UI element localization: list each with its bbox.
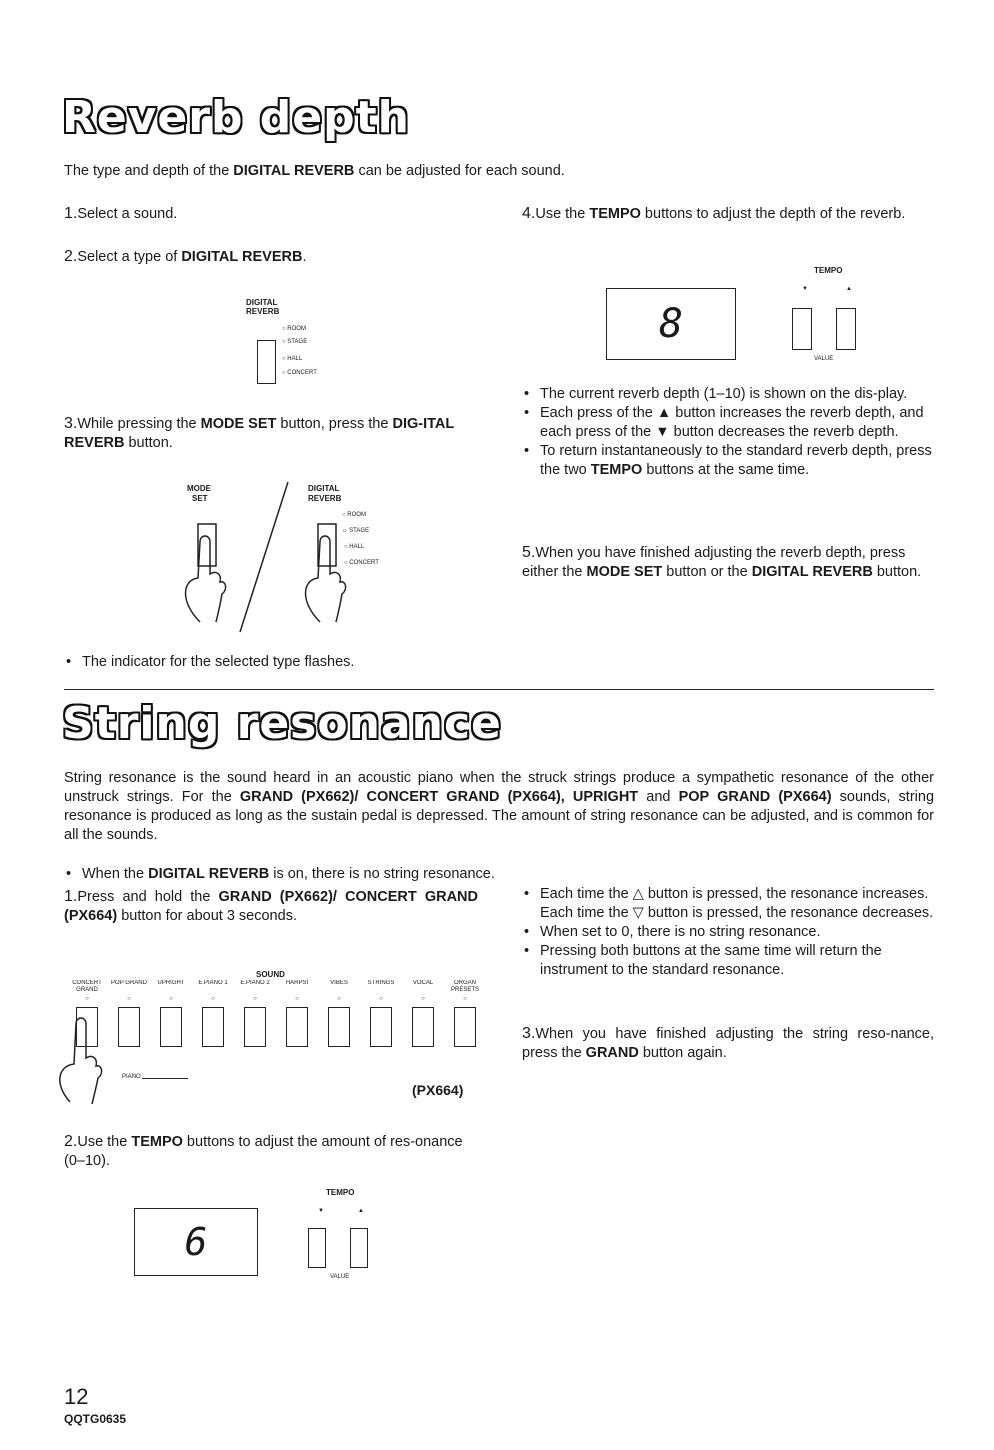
reverb-button-figure xyxy=(244,298,344,388)
string-step-2: 2.Use the TEMPO buttons to adjust the amount of res-onance (0–10). xyxy=(64,1133,463,1169)
model-label: (PX664) xyxy=(412,1082,464,1098)
sound-button-vibes[interactable] xyxy=(320,980,358,1047)
sound-button-label: HARPSI xyxy=(285,980,309,986)
reverb-fig2-room: ○ ROOM xyxy=(342,512,366,518)
led-indicator-icon: ○ xyxy=(337,996,341,1002)
sound-button-body[interactable] xyxy=(454,1007,476,1047)
page-number: 12 xyxy=(64,1384,89,1409)
hands-illustration xyxy=(170,482,400,647)
sound-button-label: ORGAN PRESETS xyxy=(450,980,479,993)
sound-button-label: VIBES xyxy=(330,980,348,986)
resonance-digit: 6 xyxy=(184,1220,208,1264)
led-indicator-icon: ○ xyxy=(463,996,467,1002)
string-intro-bullet: • When the DIGITAL REVERB is on, there is no string resonance. xyxy=(64,865,994,884)
string-step-1: 1.Press and hold the GRAND (PX662)/ CONCERT GRAND (PX664) button for about 3 seconds. xyxy=(64,888,478,924)
reverb-fig2-label-1: DIGITAL xyxy=(308,484,340,493)
sound-button-label: CONCERT GRAND xyxy=(72,980,102,993)
sound-button-body[interactable] xyxy=(328,1007,350,1047)
reverb-step-4: 4.Use the TEMPO buttons to adjust the depth of the reverb. xyxy=(522,205,906,222)
reverb-bullets xyxy=(522,385,934,480)
digital-reverb-button[interactable] xyxy=(257,340,276,384)
piano-label: PIANO xyxy=(122,1074,141,1080)
string-tempo-down-arrow-icon: ▼ xyxy=(318,1208,324,1214)
string-tempo-up-button[interactable] xyxy=(350,1228,368,1268)
piano-bracket-line xyxy=(142,1078,188,1079)
sound-button-label: UPRIGHT xyxy=(157,980,185,986)
mode-set-button-shape xyxy=(198,524,216,566)
reverb-bullet-flash: • The indicator for the selected type flashes. xyxy=(64,653,994,672)
reverb-fig-label-1: DIGITAL xyxy=(246,298,278,307)
tempo-up-button[interactable] xyxy=(836,308,856,350)
sound-button-vocal[interactable] xyxy=(404,980,442,1047)
reverb-fig-label-2: REVERB xyxy=(246,307,280,316)
sound-button-upright[interactable] xyxy=(152,980,190,1047)
doc-code: QQTG0635 xyxy=(64,1412,127,1426)
led-indicator-icon: ○ xyxy=(85,996,89,1002)
sound-button-body[interactable] xyxy=(160,1007,182,1047)
string-bullets xyxy=(522,885,934,980)
reverb-fig2-hall: ○ HALL xyxy=(344,544,365,550)
reverb-option-room: ○ ROOM xyxy=(282,326,306,332)
set-label: SET xyxy=(192,494,208,503)
sound-button-e-piano-1[interactable] xyxy=(194,980,232,1047)
sound-button-body[interactable] xyxy=(118,1007,140,1047)
tempo-up-arrow-icon: ▲ xyxy=(846,286,852,292)
led-indicator-icon: ○ xyxy=(295,996,299,1002)
reverb-option-concert: ○ CONCERT xyxy=(282,370,317,376)
led-indicator-icon: ○ xyxy=(169,996,173,1002)
reverb-fig2-concert: ○ CONCERT xyxy=(344,560,379,566)
sound-label: SOUND xyxy=(256,970,285,979)
sound-button-e-piano-2[interactable] xyxy=(236,980,274,1047)
string-bullet-3: • Pressing both buttons at the same time will return the instrument to the standard resonance. xyxy=(522,942,934,980)
resonance-display xyxy=(134,1208,258,1276)
sound-button-body[interactable] xyxy=(202,1007,224,1047)
string-bullet-1: • Each time the △ button is pressed, the resonance increases. Each time the ▽ button is pressed, the resonance decreases. xyxy=(522,885,934,923)
led-indicator-icon: ○ xyxy=(421,996,425,1002)
reverb-bullet-1: • The current reverb depth (1–10) is shown on the dis-play. xyxy=(522,385,934,404)
reverb-button-shape xyxy=(318,524,336,566)
sound-button-row xyxy=(64,980,484,1050)
led-indicator-icon: ○ xyxy=(211,996,215,1002)
mode-label: MODE xyxy=(187,484,211,493)
reverb-option-stage: ○ STAGE xyxy=(282,339,308,345)
hand-left-icon xyxy=(186,536,226,622)
sound-button-harpsi[interactable] xyxy=(278,980,316,1047)
mode-set-reverb-figure xyxy=(170,482,400,647)
reverb-bullet-2: • Each press of the ▲ button increases the reverb depth, and each press of the ▼ button decreases the reverb depth. xyxy=(522,404,934,442)
string-tempo-figure xyxy=(132,1184,412,1294)
reverb-step-2: 2.Select a type of DIGITAL REVERB. xyxy=(64,248,307,265)
string-title: String resonance xyxy=(62,698,502,749)
sound-buttons-figure xyxy=(64,966,484,1106)
string-tempo-down-button[interactable] xyxy=(308,1228,326,1268)
reverb-option-hall: ○ HALL xyxy=(282,356,303,362)
sound-button-label: E.PIANO 1 xyxy=(198,980,228,986)
tempo-down-button[interactable] xyxy=(792,308,812,350)
string-bullet-2: • When set to 0, there is no string resonance. xyxy=(522,923,934,942)
reverb-depth-display xyxy=(606,288,736,360)
string-intro: String resonance is the sound heard in an acoustic piano when the struck strings produce a sympathetic resonance of the other unstruck strings. For the GRAND (PX662)/ CONCERT GRAND (PX664), UPRIGHT and POP GRAND (PX664) sounds, string resonance is produced as long as the sustain pedal is depressed. The amount of string resonance can be adjusted, and is common for all the sounds. xyxy=(64,770,935,843)
sound-button-label: POP GRAND xyxy=(111,980,147,986)
led-indicator-icon: ○ xyxy=(127,996,131,1002)
sound-button-body[interactable] xyxy=(286,1007,308,1047)
tempo-down-arrow-icon: ▼ xyxy=(802,286,808,292)
reverb-fig2-label-2: REVERB xyxy=(308,494,342,503)
string-tempo-up-arrow-icon: ▲ xyxy=(358,1208,364,1214)
reverb-depth-digit: 8 xyxy=(658,301,684,347)
sound-button-body[interactable] xyxy=(370,1007,392,1047)
sound-button-label: E.PIANO 2 xyxy=(240,980,270,986)
reverb-fig2-stage: ☼ STAGE xyxy=(342,528,370,534)
led-indicator-icon: ○ xyxy=(379,996,383,1002)
sound-button-organ-presets[interactable] xyxy=(446,980,484,1047)
sound-button-label: STRINGS xyxy=(367,980,395,986)
hand-right-icon xyxy=(306,536,346,622)
reverb-step-5: 5.When you have finished adjusting the reverb depth, press either the MODE SET button or the DIGITAL REVERB button. xyxy=(522,544,922,580)
reverb-step-1: 1.Select a sound. xyxy=(64,205,178,222)
slash-divider xyxy=(240,482,288,632)
string-value-label: VALUE xyxy=(330,1274,350,1280)
hand-press-icon xyxy=(58,1006,118,1106)
sound-button-body[interactable] xyxy=(412,1007,434,1047)
sound-button-label: VOCAL xyxy=(412,980,434,986)
string-step-3: 3.When you have finished adjusting the string reso-nance, press the GRAND button again. xyxy=(522,1025,934,1061)
reverb-step-3: 3.While pressing the MODE SET button, press the DIG-ITAL REVERB button. xyxy=(64,415,454,451)
string-tempo-label: TEMPO xyxy=(326,1188,355,1197)
reverb-bullet-3: • To return instantaneously to the standard reverb depth, press the two TEMPO buttons at the same time. xyxy=(522,442,934,480)
led-indicator-icon: ○ xyxy=(253,996,257,1002)
sound-button-strings[interactable] xyxy=(362,980,400,1047)
reverb-tempo-figure xyxy=(604,262,884,372)
reverb-intro: The type and depth of the DIGITAL REVERB can be adjusted for each sound. xyxy=(64,163,565,179)
section-divider xyxy=(64,689,934,690)
value-label: VALUE xyxy=(814,356,834,362)
sound-button-body[interactable] xyxy=(244,1007,266,1047)
reverb-tempo-label: TEMPO xyxy=(814,266,843,275)
reverb-title: Reverb depth xyxy=(62,92,410,143)
